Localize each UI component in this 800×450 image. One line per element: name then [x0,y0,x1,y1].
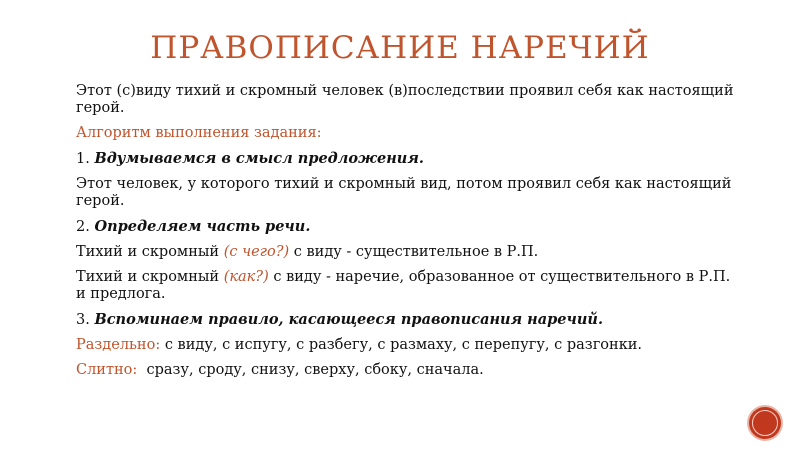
step-2-text: Определяем часть речи. [94,218,311,235]
slide-badge-circle-icon [749,407,781,439]
slide-title: ПРАВОПИСАНИЕ НАРЕЧИЙ [150,30,650,66]
line-a-question: (с чего?) [223,244,290,260]
noun-case-line [76,244,736,261]
line-b-suffix: с виду - наречие, образованное от существительного в Р.П. и предлога. [76,269,731,302]
step-1 [76,150,736,168]
line-b-prefix: Тихий и скромный [76,269,224,285]
algorithm-label: Алгоритм выполнения задания: [76,125,322,141]
step-1-text: Вдумываемся в смысл предложения. [94,150,424,167]
separate-examples: с виду, с испугу, с разбегу, с размаху, с перепугу, с разгонки. [160,337,643,353]
step-3-number: 3. [76,312,95,328]
joined-examples: сразу, сроду, снизу, сверху, сбоку, сначала. [137,362,484,378]
slide-content [76,83,736,387]
separate-label: Раздельно: [76,337,161,353]
step-2-number: 2. [76,219,95,235]
separate-rule [76,337,736,354]
line-a-suffix: с виду - существительное в Р.П. [289,244,539,260]
step-3 [76,311,736,329]
adverb-case-line [76,269,736,303]
step-3-text: Вспоминаем правило, касающееся правописания наречий. [94,311,604,328]
step-2 [76,218,736,236]
example-sentence: Этот (с)виду тихий и скромный человек (в)последствии проявил себя как настоящий герой. [76,83,734,116]
line-b-question: (как?) [223,269,269,285]
step-1-explanation: Этот человек, у которого тихий и скромный вид, потом проявил себя как настоящий герой. [76,176,732,209]
line-a-prefix: Тихий и скромный [76,244,224,260]
joined-label: Слитно: [76,362,138,378]
joined-rule [76,362,736,379]
step-1-number: 1. [76,151,95,167]
